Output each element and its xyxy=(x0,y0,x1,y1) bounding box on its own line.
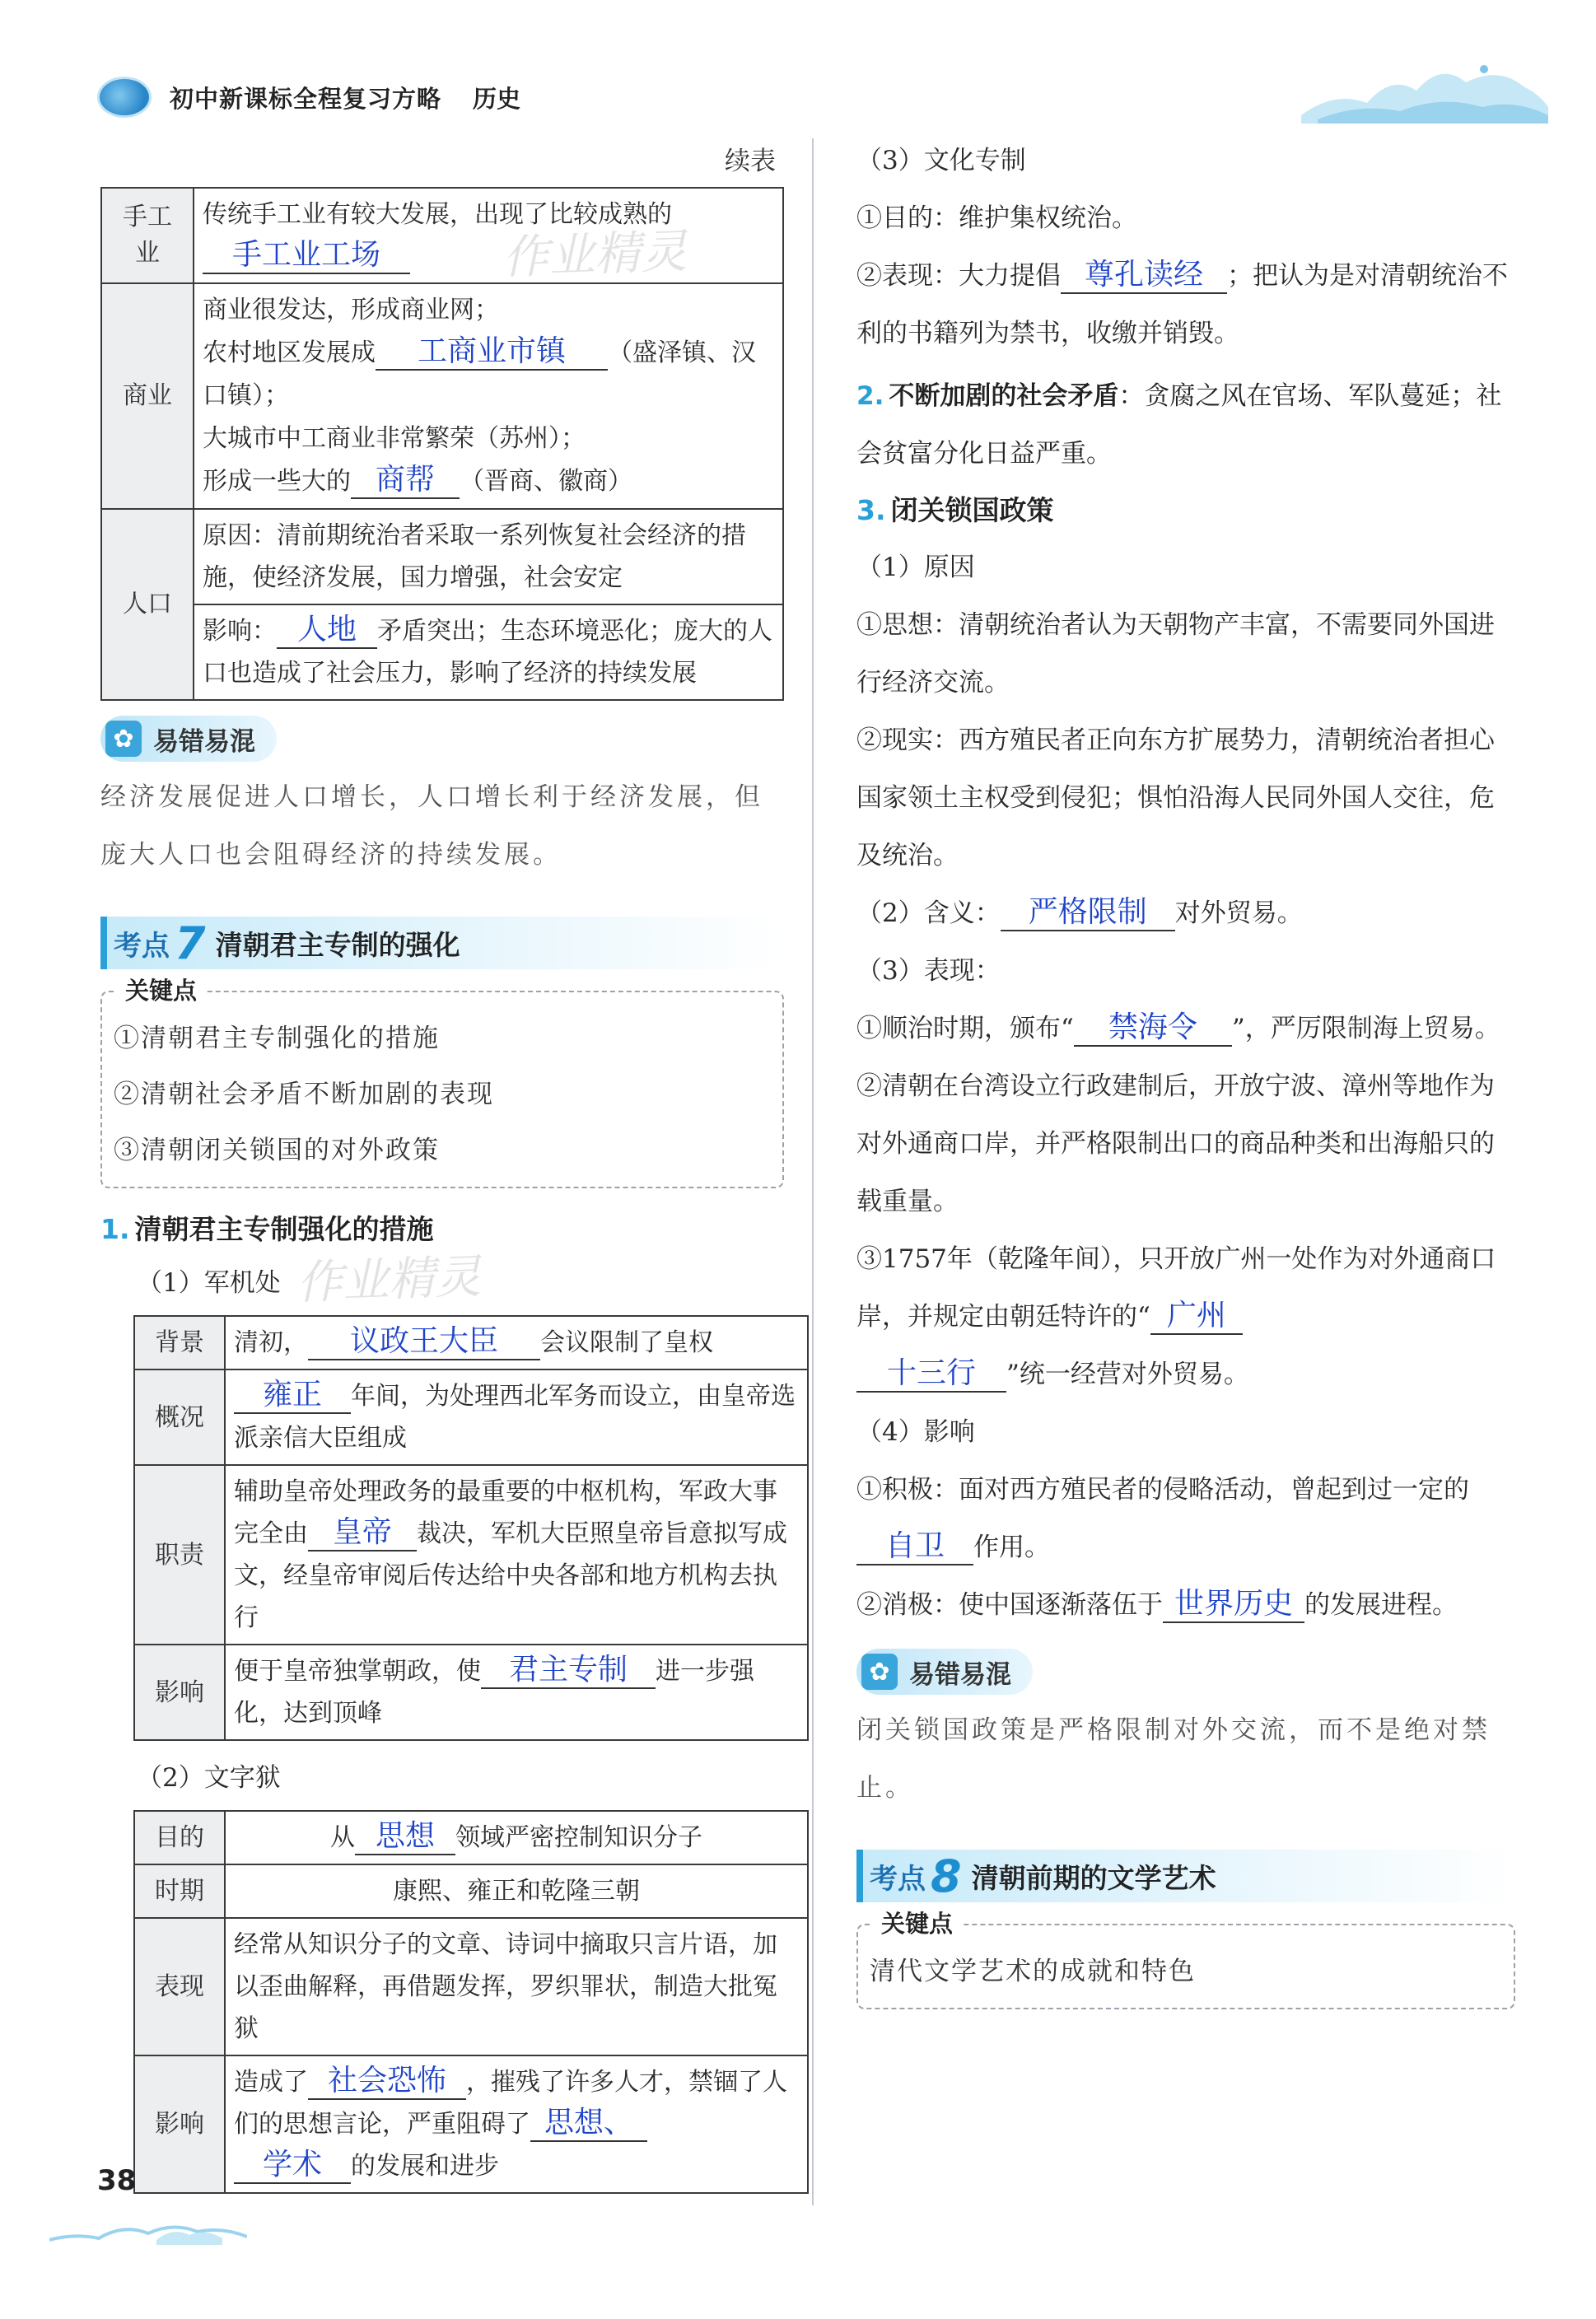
table-row xyxy=(134,2055,808,2193)
key-point-item: ②清朝社会矛盾不断加剧的表现 xyxy=(114,1080,494,1109)
impact-1 xyxy=(856,1461,1515,1576)
kaodian-label: 考点 xyxy=(114,929,170,963)
watermark: 作业精灵 xyxy=(502,225,688,285)
row-head-form: 表现 xyxy=(134,1918,225,2055)
answer-blank: 雍正 xyxy=(234,1378,351,1414)
section-number: 3. xyxy=(856,494,886,526)
key-point-item: ①清朝君主专制强化的措施 xyxy=(114,1024,440,1053)
text: （2）含义： xyxy=(856,898,1001,928)
table-row xyxy=(101,283,783,509)
table-row xyxy=(101,509,783,604)
page-header xyxy=(97,72,520,122)
answer-blank: 商帮 xyxy=(351,463,460,499)
population-cause: 原因：清前期统治者采取一系列恢复社会经济的措施，使经济发展，国力增强，社会安定 xyxy=(194,509,783,604)
commerce-line: 农村地区发展成 xyxy=(203,338,376,367)
mountain-decoration-icon xyxy=(1301,58,1548,124)
flower-icon: ✿ xyxy=(861,1654,898,1690)
continued-label: 续表 xyxy=(725,147,776,176)
form-3 xyxy=(856,1230,1515,1403)
cell-text: 裁决，军机大臣照皇帝旨意拟写成文，经皇帝审阅后传达给中央各部和地方机构去执行 xyxy=(234,1519,787,1632)
cell-text: 年间，为处理西北军务而设立，由皇帝选派亲信大臣组成 xyxy=(234,1382,796,1453)
book-title: 初中新课标全程复习方略 xyxy=(170,84,442,113)
tip-label: 易错易混 xyxy=(909,1659,1011,1690)
tip-tag xyxy=(100,716,277,762)
text: ；把认为是对清朝统治不利的书籍列为禁书，收缴并销毁。 xyxy=(856,261,1508,348)
text: ①顺治时期，颁布“ xyxy=(856,1014,1074,1043)
subheading-junjichu: （1）军机处 xyxy=(137,1268,281,1298)
text: ②消极：使中国逐渐落伍于 xyxy=(856,1590,1163,1620)
effect-label: 影响： xyxy=(203,617,277,646)
kaodian-number: 8 xyxy=(931,1850,962,1902)
form-cell: 经常从知识分子的文章、诗词中摘取只言片语，加以歪曲解释，再借题发挥，罗织罪状，制造大批冤狱 xyxy=(225,1918,808,2055)
cause-2: ②现实：西方殖民者正向东方扩展势力，清朝统治者担心国家领土主权受到侵犯；惧怕沿海人民同外国人交往，危及统治。 xyxy=(856,726,1495,870)
text: 作用。 xyxy=(973,1533,1050,1562)
section-title: 闭关锁国政策 xyxy=(890,494,1054,526)
answer-blank: 工商业市镇 xyxy=(376,334,608,371)
right-column xyxy=(856,132,1515,2009)
tip-label: 易错易混 xyxy=(153,726,255,757)
watermark: 作业精灵 xyxy=(296,1250,483,1310)
text: ”，严厉限制海上贸易。 xyxy=(1231,1014,1500,1043)
period-cell: 康熙、雍正和乾隆三朝 xyxy=(225,1864,808,1918)
culture-purpose: ①目的：维护集权统治。 xyxy=(856,203,1137,233)
handicraft-text: 传统手工业有较大发展，出现了比较成熟的 xyxy=(203,200,672,229)
cause-title: （1）原因 xyxy=(856,553,975,582)
text: ”统一经营对外贸易。 xyxy=(1006,1360,1249,1389)
impact-2 xyxy=(856,1576,1515,1634)
section-number: 1. xyxy=(100,1213,130,1245)
answer-blank: 禁海令 xyxy=(1074,1010,1232,1047)
key-point-item: 清代文学艺术的成就和特色 xyxy=(870,1957,1196,1986)
table-row xyxy=(101,604,783,700)
cell-text: 辅助皇帝处理政务的最重要的中枢机构，军政大事完全由 xyxy=(234,1477,777,1548)
row-head-background: 背景 xyxy=(134,1316,225,1369)
subject-label: 历史 xyxy=(473,84,521,113)
row-head-purpose: 目的 xyxy=(134,1811,225,1864)
cell-text: ，摧残了许多人才，禁锢了人们的思想言论，严重阻碍了 xyxy=(234,2068,787,2139)
row-head-handicraft: 手工 业 xyxy=(101,188,194,283)
answer-blank: 学术 xyxy=(234,2148,351,2184)
text: 对外贸易。 xyxy=(1174,898,1303,928)
answer-blank: 议政王大臣 xyxy=(308,1324,540,1360)
handicraft-cell xyxy=(194,188,783,283)
answer-blank: 思想、 xyxy=(530,2106,647,2142)
overview-cell xyxy=(225,1369,808,1465)
key-points-title: 关键点 xyxy=(117,973,205,1006)
row-head-population: 人口 xyxy=(101,509,194,700)
form-1 xyxy=(856,1000,1515,1057)
section-heading xyxy=(856,367,1515,483)
column-divider xyxy=(812,138,814,2205)
population-effect xyxy=(194,604,783,700)
row-head-period: 时期 xyxy=(134,1864,225,1918)
form-title: （3）表现： xyxy=(856,956,1001,986)
cause-1: ①思想：清朝统治者认为天朝物产丰富，不需要同外国进行经济交流。 xyxy=(856,610,1495,698)
background-cell xyxy=(225,1316,808,1369)
wave-decoration-icon xyxy=(49,2215,247,2248)
kaodian-number: 7 xyxy=(175,917,206,969)
cell-text: 造成了 xyxy=(234,2068,308,2097)
kaodian-8-banner xyxy=(856,1850,1515,1902)
section-text: ：贪腐之风在官场、军队蔓延；社会贫富分化日益严重。 xyxy=(856,381,1502,469)
junjichu-table xyxy=(133,1315,809,1741)
commerce-line: 大城市中工商业非常繁荣（苏州）； xyxy=(203,424,586,453)
commerce-cell xyxy=(194,283,783,509)
row-head-wzy-impact: 影响 xyxy=(134,2055,225,2193)
section-number: 2. xyxy=(856,381,884,411)
meaning xyxy=(856,884,1515,942)
impact-cell xyxy=(225,1645,808,1740)
commerce-line: （晋商、徽商） xyxy=(460,467,632,496)
left-column xyxy=(100,132,796,2194)
section-title: 不断加剧的社会矛盾 xyxy=(889,381,1119,411)
answer-blank: 社会恐怖 xyxy=(308,2064,466,2100)
answer-blank: 自卫 xyxy=(856,1529,973,1565)
cell-text: 的发展和进步 xyxy=(351,2152,499,2181)
row-head-commerce: 商业 xyxy=(101,283,194,509)
publisher-logo-icon xyxy=(97,77,152,118)
text: ③1757年（乾隆年间），只开放广州一处作为对外通商口岸，并规定由朝廷特许的“ xyxy=(856,1244,1496,1332)
answer-blank: 尊孔读经 xyxy=(1061,258,1227,294)
kaodian-title: 清朝君主专制的强化 xyxy=(215,928,460,961)
answer-blank: 君主专制 xyxy=(481,1653,656,1689)
cell-text: 清初， xyxy=(234,1328,308,1357)
tip-text: 经济发展促进人口增长，人口增长利于经济发展，但庞大人口也会阻碍经济的持续发展。 xyxy=(100,782,763,870)
duty-cell xyxy=(225,1465,808,1645)
row-head-overview: 概况 xyxy=(134,1369,225,1465)
page-number: 38 xyxy=(97,2164,137,2197)
key-point-item: ③清朝闭关锁国的对外政策 xyxy=(114,1136,440,1165)
form-2: ②清朝在台湾设立行政建制后，开放宁波、漳州等地作为对外通商口岸，并严格限制出口的商品种类和出海船只的载重量。 xyxy=(856,1071,1495,1216)
purpose-cell xyxy=(225,1811,808,1864)
kaodian-label: 考点 xyxy=(870,1862,926,1896)
effect-text: 矛盾突出；生态环境恶化；庞大的人口也造成了社会压力，影响了经济的持续发展 xyxy=(203,617,772,688)
commerce-line: 商业很发达，形成商业网； xyxy=(203,296,499,324)
cell-text: 从 xyxy=(330,1823,355,1852)
table-row xyxy=(134,1811,808,1864)
kaodian-7-banner xyxy=(100,917,784,969)
subheading-wenziyu: （2）文字狱 xyxy=(137,1763,281,1793)
kaodian-title: 清朝前期的文学艺术 xyxy=(971,1861,1216,1894)
table-row xyxy=(134,1918,808,2055)
row-head-duty: 职责 xyxy=(134,1465,225,1645)
flower-icon: ✿ xyxy=(105,721,142,757)
key-points-title: 关键点 xyxy=(873,1906,961,1939)
wzy-impact-cell xyxy=(225,2055,808,2193)
answer-blank: 思想 xyxy=(355,1819,455,1855)
table-row xyxy=(134,1316,808,1369)
tip-tag xyxy=(856,1649,1033,1695)
culture-title: （3）文化专制 xyxy=(856,146,1026,175)
cell-text: 便于皇帝独掌朝政，使 xyxy=(234,1657,481,1686)
table-row xyxy=(134,1645,808,1740)
table-row xyxy=(134,1369,808,1465)
table-row xyxy=(134,1465,808,1645)
table-row xyxy=(134,1864,808,1918)
wenziyu-table xyxy=(133,1810,809,2194)
answer-blank: 世界历史 xyxy=(1163,1587,1304,1623)
section-title: 清朝君主专制强化的措施 xyxy=(134,1213,434,1245)
answer-blank: 皇帝 xyxy=(308,1515,417,1551)
cell-text: 进一步强化，达到顶峰 xyxy=(234,1657,754,1728)
commerce-line: （盛泽镇、汉口镇）； xyxy=(203,338,756,410)
answer-blank: 手工业工场 xyxy=(203,238,410,274)
answer-blank: 严格限制 xyxy=(1001,895,1175,931)
text: ②表现：大力提倡 xyxy=(856,261,1061,291)
answer-blank: 人地 xyxy=(277,613,377,649)
row-head-impact: 影响 xyxy=(134,1645,225,1740)
answer-blank: 十三行 xyxy=(856,1356,1006,1393)
text: ①积极：面对西方殖民者的侵略活动，曾起到过一定的 xyxy=(856,1475,1469,1505)
cell-text: 会议限制了皇权 xyxy=(540,1328,713,1357)
key-points-box xyxy=(856,1910,1515,2009)
section-heading xyxy=(856,488,1515,534)
tip-text: 闭关锁国政策是严格限制对外交流，而不是绝对禁止。 xyxy=(856,1715,1491,1803)
cell-text: 领域严密控制知识分子 xyxy=(455,1823,702,1852)
key-points-box xyxy=(100,977,784,1188)
text: 的发展进程。 xyxy=(1304,1590,1458,1620)
culture-form xyxy=(856,247,1515,362)
answer-blank: 广州 xyxy=(1150,1299,1243,1335)
impact-title: （4）影响 xyxy=(856,1417,975,1447)
commerce-line: 形成一些大的 xyxy=(203,467,351,496)
